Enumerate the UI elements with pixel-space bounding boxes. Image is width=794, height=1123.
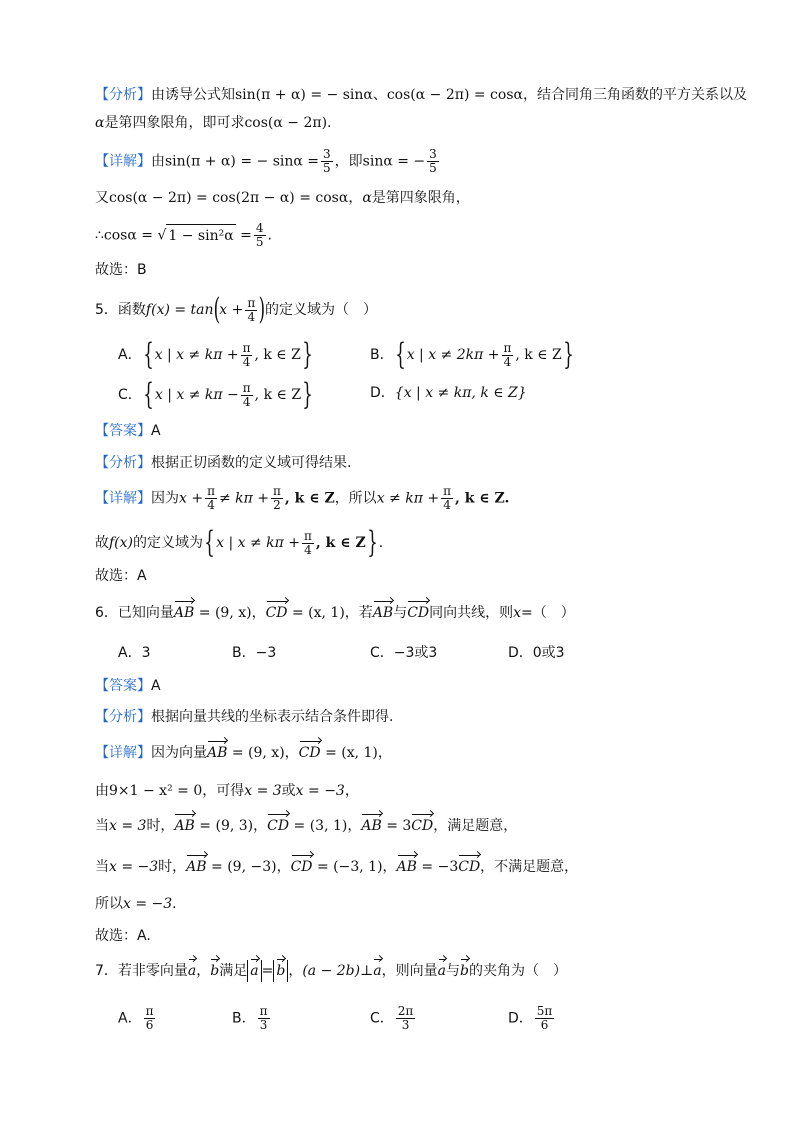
text: 根据向量共线的坐标表示结合条件即得. — [151, 709, 394, 725]
fraction: $\frac{\pi}{6}$ — [145, 1004, 154, 1032]
q5-analysis — [95, 452, 351, 474]
fraction: $\frac{\pi}{4}$ — [503, 340, 512, 369]
q6-line-5 — [95, 893, 177, 915]
text: 与 — [393, 605, 408, 621]
formula: = (3, 1) — [293, 818, 348, 834]
fraction: $\frac{4}{5}$ — [255, 221, 264, 249]
formula: cos(α − 2π) = cos(2π − α) = cosα — [109, 190, 349, 206]
answer-value: A — [151, 423, 161, 439]
q5-option-b[interactable]: B．{x | x ≠ 2kπ + $\frac{\pi}{4}$ , k ∈ Z} — [370, 337, 574, 372]
formula: = (x, 1) — [291, 605, 345, 621]
formula: = (−3, 1) — [316, 859, 383, 875]
answer-value: A — [151, 678, 161, 694]
text: ，则向量 — [381, 963, 438, 979]
q5-answer — [95, 420, 161, 442]
text: 7．若非零向量 — [95, 963, 188, 979]
text: . — [267, 227, 272, 244]
vector-b: b — [276, 960, 285, 982]
q6-line-4 — [95, 856, 578, 878]
text: ， — [251, 605, 266, 621]
formula: ∴cosα = — [95, 227, 153, 244]
q6-choice: 故选：A. — [95, 928, 151, 944]
fraction: $\frac{\pi}{3}$ — [259, 1004, 268, 1032]
vector-ab: AB — [397, 856, 417, 878]
sqrt: 1 − sin²α — [166, 224, 235, 247]
formula: x | x ≠ kπ + — [216, 535, 301, 551]
q7-option-c[interactable] — [370, 1005, 417, 1032]
q6-stem — [95, 602, 575, 624]
fraction: $\frac{\pi}{4}$ — [443, 484, 451, 512]
formula: , k ∈ Z — [254, 347, 301, 363]
formula: = (9, −3) — [211, 859, 277, 875]
formula: cos(α − 2π) — [244, 115, 328, 131]
text: 根据正切函数的定义域可得结果. — [151, 455, 352, 471]
q4-analysis-line — [95, 84, 747, 106]
q6-detail — [95, 742, 392, 764]
formula: = (x, 1) — [325, 745, 378, 761]
vector-b: b — [210, 960, 219, 982]
text: 因为 — [151, 490, 179, 507]
fraction: $\frac{3}{5}$ — [323, 147, 331, 175]
text: 当 — [95, 859, 109, 875]
q6-option-c[interactable]: C．−3或3 — [370, 645, 438, 661]
q4-analysis-line-2 — [95, 112, 332, 134]
text: 时， — [146, 818, 175, 834]
text: 当 — [95, 818, 109, 834]
q5-detail — [95, 485, 509, 512]
vector-cd: CD — [458, 856, 480, 878]
fraction: $\frac{2\pi}{3}$ — [397, 1004, 414, 1032]
formula: , k ∈ Z — [515, 347, 562, 363]
vector-cd: CD — [291, 856, 313, 878]
q5-option-a[interactable]: A．{x | x ≠ kπ + $\frac{\pi}{4}$ , k ∈ Z} — [118, 337, 313, 372]
text: ，满足题意， — [433, 818, 518, 834]
abs-a — [247, 960, 261, 982]
vector-cd: CD — [299, 742, 321, 764]
text: . — [378, 535, 384, 551]
text: 故 — [95, 535, 109, 551]
vector-cd: CD — [266, 602, 288, 624]
fraction: $\frac{\pi}{4}$ — [247, 295, 256, 324]
q7-option-d[interactable] — [508, 1005, 556, 1032]
text: 由 — [95, 783, 109, 799]
q5-option-c[interactable]: C．{x | x ≠ kπ − $\frac{\pi}{4}$ , k ∈ Z} — [118, 377, 313, 412]
formula: x = 3 — [244, 783, 282, 799]
text: 同向共线，则 — [429, 605, 514, 621]
option-label: B． — [370, 347, 394, 363]
analysis-tag: 【分析】 — [95, 87, 151, 103]
formula: x | x ≠ kπ + — [154, 347, 239, 363]
text: ， — [348, 190, 363, 206]
text: ，即 — [334, 153, 363, 170]
text: 5．函数 — [95, 302, 146, 318]
formula: x = 3 — [109, 818, 147, 834]
text: ， — [288, 963, 303, 979]
fraction: $\frac{\pi}{4}$ — [207, 484, 215, 512]
formula: sin(π + α) = − sinα = — [165, 153, 320, 170]
text: 的定义域为 — [133, 535, 204, 551]
vector-ab: AB — [373, 602, 393, 624]
vector-ab: AB — [174, 602, 194, 624]
text: ， — [344, 783, 359, 799]
q6-option-d[interactable]: D．0或3 — [508, 645, 565, 661]
vector-ab: AB — [186, 856, 206, 878]
vector-ab: AB — [174, 815, 194, 837]
text: ，所以 — [334, 490, 377, 507]
text: ， — [276, 859, 291, 875]
formula: cos(α − 2π) = cosα — [386, 87, 523, 103]
formula: x + — [219, 302, 244, 318]
text: ， — [196, 963, 211, 979]
answer-tag: 【答案】 — [95, 423, 151, 439]
q5-stem: 5．函数f(x) = tan(x + $\frac{\pi}{4}$ )的定义域为（ ） — [95, 292, 377, 327]
vector-cd: CD — [267, 815, 289, 837]
q4-line-3 — [95, 187, 470, 209]
q6-option-b[interactable]: B．−3 — [232, 645, 277, 661]
fraction: $\frac{\pi}{4}$ — [304, 528, 312, 557]
text: ， — [347, 818, 362, 834]
text: 由诱导公式知 — [151, 87, 235, 103]
fraction: $\frac{\pi}{2}$ — [273, 484, 281, 512]
q4-line-4: ∴cosα = √ 1 − sin²α = $\frac{4}{5}$ . — [95, 221, 272, 249]
text: 是第四象限角，即可求 — [104, 115, 245, 131]
formula: f(x) = tan — [145, 302, 214, 318]
text: 或 — [281, 783, 296, 799]
vector-b: b — [460, 960, 469, 982]
text: 因为向量 — [151, 745, 207, 761]
formula: = −3 — [421, 859, 459, 875]
formula: sinα = − — [362, 153, 426, 170]
abs-b — [273, 960, 288, 982]
text: ，结合同角三角函数的平方关系以及 — [522, 87, 747, 103]
option-label: B． — [232, 1010, 256, 1027]
text: 的定义域为（ ） — [264, 302, 377, 318]
q4-detail-line — [95, 148, 441, 175]
vector-cd: CD — [407, 602, 429, 624]
text: ， — [382, 859, 397, 875]
formula: = 3 — [386, 818, 412, 834]
text: ，可得 — [202, 783, 245, 799]
formula: = — [240, 227, 252, 244]
fraction: $\frac{\pi}{4}$ — [242, 380, 251, 409]
q4-choice: 故选：B — [95, 262, 147, 278]
formula: x | x ≠ kπ − — [154, 387, 239, 403]
formula: α — [362, 190, 372, 206]
formula: x | x ≠ 2kπ + — [406, 347, 500, 363]
analysis-tag: 【分析】 — [95, 455, 151, 471]
formula: {x | x ≠ kπ, k ∈ Z} — [394, 385, 527, 401]
formula: , k ∈ Z — [284, 490, 335, 507]
text: 时， — [158, 859, 187, 875]
formula: = (9, 3) — [199, 818, 254, 834]
text: 又 — [95, 190, 109, 206]
formula: x = −3 — [123, 896, 173, 912]
q7-option-a[interactable] — [118, 1005, 157, 1032]
fraction: $\frac{5\pi}{6}$ — [536, 1004, 553, 1032]
text: . — [172, 896, 177, 912]
q7-option-b[interactable] — [232, 1005, 272, 1032]
q6-line-3 — [95, 815, 517, 837]
formula: , k ∈ Z — [254, 387, 302, 403]
vector-ab: AB — [361, 815, 381, 837]
formula: α — [95, 115, 105, 131]
q6-answer — [95, 675, 161, 697]
formula: x = −3 — [295, 783, 345, 799]
option-label: A． — [118, 347, 142, 363]
q6-option-a[interactable]: A．3 — [118, 645, 151, 661]
text: 与 — [445, 963, 460, 979]
q5-choice: 故选：A — [95, 568, 147, 584]
formula: 9×1 − x² = 0 — [109, 783, 203, 799]
answer-tag: 【答案】 — [95, 678, 151, 694]
formula: ⊥ — [360, 963, 374, 979]
option-label: D． — [508, 1010, 533, 1027]
option-label: C． — [118, 387, 142, 403]
formula: (a − 2b) — [302, 963, 361, 979]
text: ， — [253, 818, 268, 834]
text: ， — [377, 745, 392, 761]
text: 所以 — [95, 896, 123, 912]
q5-option-d[interactable] — [370, 382, 527, 404]
formula: x = −3 — [109, 859, 159, 875]
vector-cd: CD — [411, 815, 433, 837]
text: ，若 — [344, 605, 373, 621]
formula: , k ∈ Z. — [454, 490, 510, 507]
formula: sin(π + α) = − sinα — [235, 87, 373, 103]
option-label: A． — [118, 1010, 142, 1027]
text: 是第四象限角， — [371, 190, 470, 206]
text: ， — [284, 745, 299, 761]
vector-a: a — [438, 960, 446, 982]
vector-a: a — [188, 960, 196, 982]
text: 6．已知向量 — [95, 605, 174, 621]
text: 的夹角为（ ） — [468, 963, 567, 979]
formula: x + — [179, 490, 204, 507]
analysis-tag: 【分析】 — [95, 709, 151, 725]
text: ，不满足题意， — [480, 859, 579, 875]
fraction: $\frac{\pi}{4}$ — [242, 340, 251, 369]
formula: x — [513, 605, 522, 621]
q5-line-2: 故f(x)的定义域为{x | x ≠ kπ + $\frac{\pi}{4}$ , k ∈ Z}. — [95, 525, 384, 560]
text: =（ ） — [521, 605, 575, 621]
text: . — [327, 115, 332, 131]
fraction: $\frac{3}{5}$ — [429, 147, 437, 175]
text: 由 — [151, 153, 165, 170]
formula: = (9, x) — [231, 745, 285, 761]
formula: x ≠ kπ + — [376, 490, 440, 507]
text: 、 — [372, 87, 387, 103]
q6-line-2 — [95, 780, 359, 802]
formula: = (9, x) — [198, 605, 252, 621]
detail-tag: 【详解】 — [95, 153, 151, 170]
text: 满足 — [219, 963, 248, 979]
detail-tag: 【详解】 — [95, 490, 151, 507]
option-label: D． — [370, 385, 395, 401]
option-label: C． — [370, 1010, 394, 1027]
formula: f(x) — [109, 535, 134, 551]
vector-a: a — [373, 960, 381, 982]
q7-stem — [95, 960, 567, 982]
q6-analysis — [95, 706, 393, 728]
formula: = — [261, 963, 274, 979]
formula: ≠ kπ + — [218, 490, 270, 507]
detail-tag: 【详解】 — [95, 745, 151, 761]
formula: , k ∈ Z — [315, 535, 366, 551]
vector-ab: AB — [207, 742, 227, 764]
vector-a: a — [250, 960, 258, 982]
